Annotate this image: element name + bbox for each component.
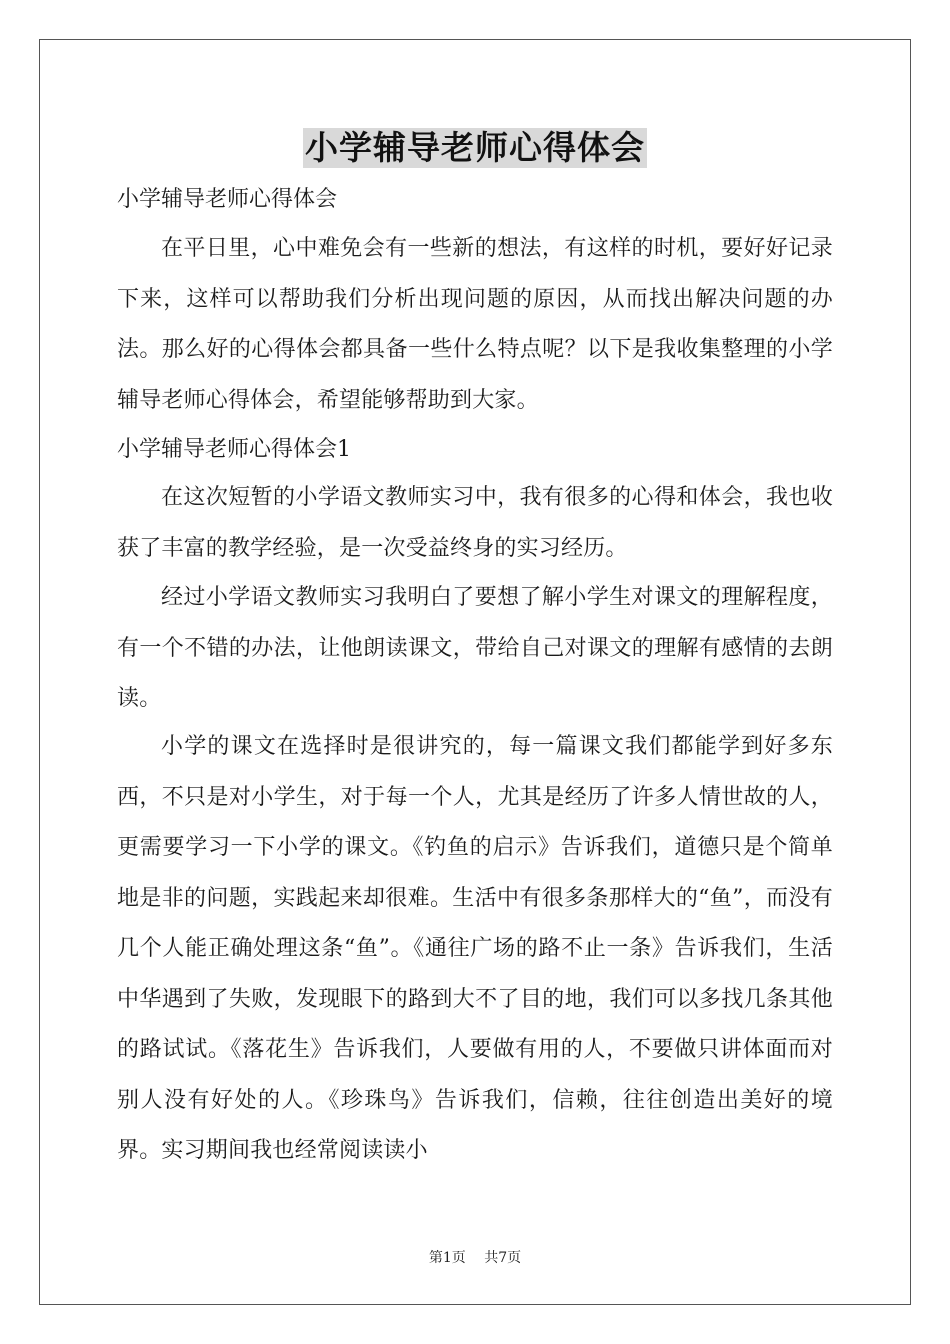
document-subtitle: 小学辅导老师心得体会 <box>117 187 338 212</box>
title-container <box>0 128 950 168</box>
document-title: 小学辅导老师心得体会 <box>305 128 645 167</box>
body-paragraph-2: 经过小学语文教师实习我明白了要想了解小学生对课文的理解程度，有一个不错的办法，让他朗读课文，带给自己对课文的理解有感情的去朗读。 <box>117 585 833 711</box>
page-footer: 第1页 共7页 <box>428 1250 522 1266</box>
intro-paragraph: 在平日里，心中难免会有一些新的想法，有这样的时机，要好好记录下来，这样可以帮助我们分析出现问题的原因，从而找出解决问题的办法。那么好的心得体会都具备一些什么特点呢？以下是我收集整理的小学辅导老师心得体会，希望能够帮助到大家。 <box>117 236 833 413</box>
body-paragraph-1: 在这次短暂的小学语文教师实习中，我有很多的心得和体会，我也收获了丰富的教学经验，是一次受益终身的实习经历。 <box>117 485 833 561</box>
body-paragraph-3: 小学的课文在选择时是很讲究的，每一篇课文我们都能学到好多东西，不只是对小学生，对于每一个人，尤其是经历了许多人情世故的人，更需要学习一下小学的课文。《钓鱼的启示》告诉我们，道德只是个简单地是非的问题，实践起来却很难。生活中有很多条那样大的“鱼”，而没有几个人能正确处理这条“鱼”。《通往广场的路不止一条》告诉我们，生活中华遇到了失败，发现眼下的路到大不了目的地，我们可以多找几条其他的路试试。《落花生》告诉我们，人要做有用的人，不要做只讲体面而对别人没有好处的人。《珍珠鸟》告诉我们，信赖，往往创造出美好的境界。实习期间我也经常阅读读小 <box>117 734 833 1163</box>
section-heading: 小学辅导老师心得体会1 <box>117 437 351 462</box>
